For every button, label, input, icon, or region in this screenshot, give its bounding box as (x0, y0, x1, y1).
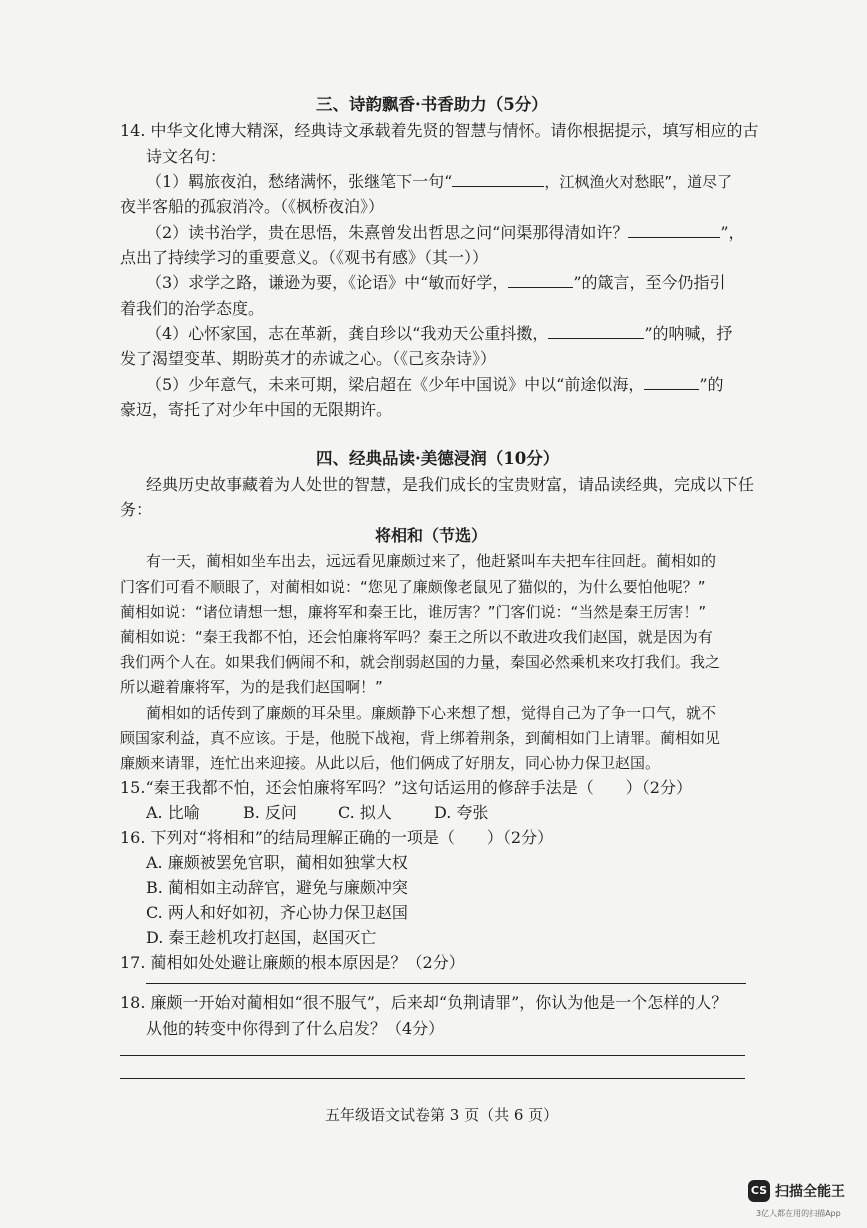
passage-line: 蔺相如说：“诸位请想一想，廉将军和秦王比，谁厉害？”门客们说：“当然是秦王厉害！” (120, 603, 707, 621)
passage-line: 门客们可看不顺眼了，对蔺相如说：“您见了廉颇像老鼠见了猫似的，为什么要怕他呢？” (120, 578, 706, 596)
q14-item-1: （1）羁旅夜泊，愁绪满怀，张继笔下一句“ ，江枫渔火对愁眠”，道尽了 (146, 172, 733, 191)
q15-option-b[interactable]: B. 反问 (243, 803, 297, 822)
q18-stem: 18. 廉颇一开始对蔺相如“很不服气”，后来却“负荆请罪”，你认为他是一个怎样的人？ (120, 993, 728, 1012)
answer-blank-2[interactable] (628, 222, 720, 238)
cs-logo-icon: CS (748, 1180, 770, 1202)
q14-item-2: （2）读书治学，贵在思悟，朱熹曾发出哲思之问“问渠那得清如许？ ”， (146, 223, 745, 242)
section4-intro-cont: 务： (120, 500, 153, 519)
answer-blank-5[interactable] (644, 374, 699, 390)
passage-line: 蔺相如的话传到了廉颇的耳朵里。廉颇静下心来想了想，觉得自己为了争一口气，就不 (146, 704, 717, 722)
q16-option-a[interactable]: A. 廉颇被罢免官职，蔺相如独掌大权 (146, 853, 408, 872)
passage-line: 廉颇来请罪，连忙出来迎接。从此以后，他们俩成了好朋友，同心协力保卫赵国。 (120, 754, 661, 772)
passage-line: 我们两个人在。如果我们俩闹不和，就会削弱赵国的力量，秦国必然乘机来攻打我们。我之 (120, 653, 721, 671)
watermark-tagline: 3亿人都在用的扫描App (756, 1209, 841, 1218)
q14-item-3: （3）求学之路，谦逊为要，《论语》中“敏而好学， ”的箴言，至今仍指引 (146, 273, 726, 292)
q14-item-5-cont: 豪迈，寄托了对少年中国的无限期许。 (120, 400, 393, 419)
q14-item-5: （5）少年意气，未来可期，梁启超在《少年中国说》中以“前途似海， ”的 (146, 375, 724, 394)
q14-stem: 14. 中华文化博大精深，经典诗文承载着先贤的智慧与情怀。请你根据提示，填写相应的古 (120, 121, 759, 140)
q16-option-d[interactable]: D. 秦王趁机攻打赵国，赵国灭亡 (146, 928, 377, 947)
q18-answer-line-1[interactable] (120, 1055, 745, 1056)
q16-stem: 16. 下列对“将相和”的结局理解正确的一项是（ ）（2分） (120, 828, 554, 847)
scanner-watermark (748, 1180, 863, 1224)
section4-title: 四、经典品读·美德浸润（10分） (316, 449, 560, 468)
section4-intro: 经典历史故事藏着为人处世的智慧，是我们成长的宝贵财富，请品读经典，完成以下任 (146, 475, 755, 494)
q15-option-c[interactable]: C. 拟人 (338, 803, 392, 822)
section3-title: 三、诗韵飘香·书香助力（5分） (316, 95, 548, 114)
q15-option-d[interactable]: D. 夸张 (434, 803, 489, 822)
answer-blank-4[interactable] (548, 323, 644, 339)
q15-stem: 15.“秦王我都不怕，还会怕廉将军吗？”这句话运用的修辞手法是（ ）（2分） (120, 778, 692, 797)
q16-option-b[interactable]: B. 蔺相如主动辞官，避免与廉颇冲突 (146, 878, 408, 897)
q14-item-4-cont: 发了渴望变革、期盼英才的赤诚之心。（《己亥杂诗》） (120, 349, 497, 368)
q15-option-a[interactable]: A. 比喻 (146, 803, 200, 822)
q17-stem: 17. 蔺相如处处避让廉颇的根本原因是？（2分） (120, 953, 465, 972)
page-footer: 五年级语文试卷第 3 页（共 6 页） (325, 1106, 559, 1124)
q14-item-3-cont: 着我们的治学态度。 (120, 299, 265, 318)
passage-line: 所以避着廉将军，为的是我们赵国啊！” (120, 678, 383, 696)
q18-stem-cont: 从他的转变中你得到了什么启发？（4分） (146, 1019, 445, 1038)
q14-item-4: （4）心怀家国，志在革新，龚自珍以“我劝天公重抖擞， ”的呐喊，抒 (146, 324, 733, 343)
passage-line: 蔺相如说：“秦王我都不怕，还会怕廉将军吗？秦王之所以不敢进攻我们赵国，就是因为有 (120, 628, 713, 646)
passage-line: 顾国家利益，真不应该。于是，他脱下战袍，背上绑着荆条，到蔺相如门上请罪。蔺相如见 (120, 729, 721, 747)
q18-answer-line-2[interactable] (120, 1078, 745, 1079)
q16-option-c[interactable]: C. 两人和好如初，齐心协力保卫赵国 (146, 903, 408, 922)
q14-stem-cont: 诗文名句： (146, 147, 227, 166)
q14-item-2-cont: 点出了持续学习的重要意义。（《观书有感》（其一）） (120, 248, 489, 267)
answer-blank-3[interactable] (508, 272, 573, 288)
passage-title: 将相和（节选） (375, 526, 488, 545)
answer-blank-1[interactable] (452, 171, 544, 187)
q14-item-1-cont: 夜半客船的孤寂消冷。（《枫桥夜泊》） (120, 197, 385, 216)
q17-answer-line[interactable] (146, 983, 746, 984)
passage-line: 有一天，蔺相如坐车出去，远远看见廉颇过来了，他赶紧叫车夫把车往回赶。蔺相如的 (146, 552, 717, 570)
watermark-name: 扫描全能王 (775, 1184, 845, 1200)
